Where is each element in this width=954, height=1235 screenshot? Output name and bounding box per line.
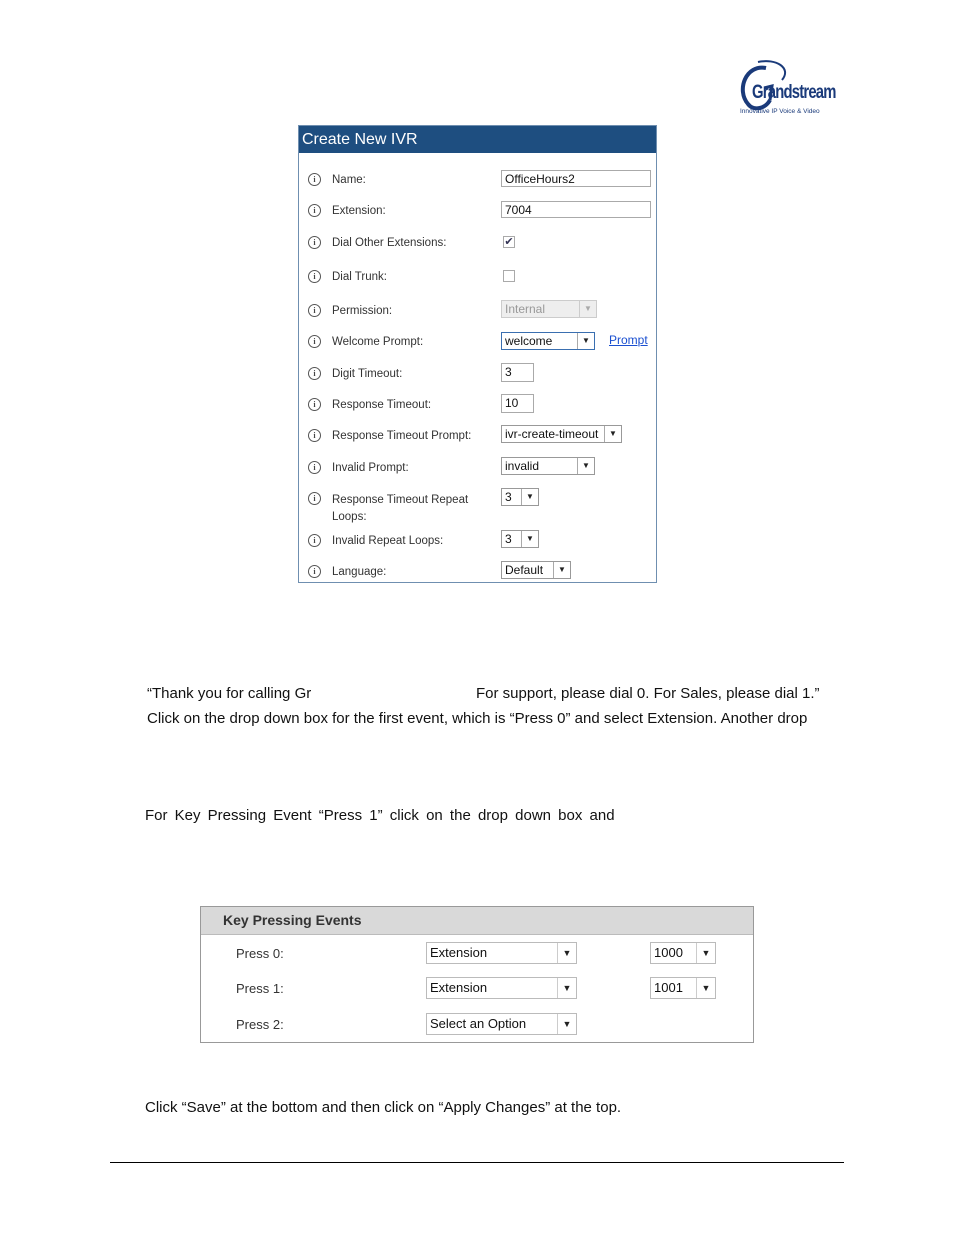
kpe-row-label: Press 0:	[236, 946, 284, 961]
info-icon[interactable]: i	[308, 270, 321, 283]
footer-divider	[110, 1162, 844, 1163]
response-repeat-select[interactable]	[501, 488, 539, 506]
kpe-title: Key Pressing Events	[201, 907, 753, 935]
extension-label: Extension:	[332, 205, 386, 217]
name-input[interactable]: OfficeHours2	[501, 170, 651, 187]
chevron-down-icon: ▼	[521, 489, 538, 505]
name-label: Name:	[332, 174, 366, 186]
response-timeout-prompt-select[interactable]	[501, 425, 622, 443]
instruction-line-3: For Key Pressing Event “Press 1” click on the drop down box and	[145, 807, 615, 824]
instruction-line-4: Click “Save” at the bottom and then click on “Apply Changes” at the top.	[145, 1099, 622, 1116]
extension-input[interactable]: 7004	[501, 201, 651, 218]
info-icon[interactable]: i	[308, 492, 321, 505]
press-0-extension-select[interactable]	[650, 942, 716, 964]
invalid-prompt-select[interactable]	[501, 457, 595, 475]
press-0-option-select[interactable]	[426, 942, 577, 964]
invalid-prompt-label: Invalid Prompt:	[332, 462, 409, 474]
info-icon[interactable]: i	[308, 236, 321, 249]
info-icon[interactable]: i	[308, 204, 321, 217]
grandstream-logo	[736, 60, 840, 120]
welcome-prompt-label: Welcome Prompt:	[332, 336, 424, 348]
key-pressing-events-panel	[200, 906, 754, 1043]
press-2-option-select[interactable]	[426, 1013, 577, 1035]
dial-other-label: Dial Other Extensions:	[332, 237, 447, 249]
chevron-down-icon: ▼	[696, 943, 715, 963]
language-select[interactable]	[501, 561, 571, 579]
info-icon[interactable]: i	[308, 304, 321, 317]
press-1-extension-value: 1001	[654, 980, 683, 995]
chevron-down-icon: ▼	[604, 426, 621, 442]
permission-label: Permission:	[332, 305, 393, 317]
response-timeout-prompt-label: Response Timeout Prompt:	[332, 430, 472, 442]
dial-trunk-label: Dial Trunk:	[332, 271, 387, 283]
chevron-down-icon: ▼	[577, 333, 594, 349]
chevron-down-icon: ▼	[521, 531, 538, 547]
info-icon[interactable]: i	[308, 429, 321, 442]
response-repeat-value: 3	[505, 490, 512, 504]
chevron-down-icon: ▼	[579, 301, 596, 317]
welcome-prompt-select[interactable]	[501, 332, 595, 350]
prompt-link[interactable]: Prompt	[609, 333, 648, 347]
instruction-line-1b: For support, please dial 0. For Sales, please dial 1.”	[476, 685, 820, 702]
kpe-row-label: Press 2:	[236, 1017, 284, 1032]
language-label: Language:	[332, 566, 387, 578]
kpe-row-label: Press 1:	[236, 981, 284, 996]
chevron-down-icon: ▼	[577, 458, 594, 474]
digit-timeout-label: Digit Timeout:	[332, 368, 403, 380]
info-icon[interactable]: i	[308, 173, 321, 186]
dial-trunk-checkbox[interactable]	[503, 270, 515, 282]
info-icon[interactable]: i	[308, 534, 321, 547]
chevron-down-icon: ▼	[557, 978, 576, 998]
response-repeat-label-line2: Loops:	[332, 511, 367, 523]
info-icon[interactable]: i	[308, 335, 321, 348]
invalid-repeat-select[interactable]	[501, 530, 539, 548]
welcome-prompt-value: welcome	[505, 334, 553, 348]
info-icon[interactable]: i	[308, 367, 321, 380]
permission-value: Internal	[505, 302, 546, 316]
instruction-line-2: Click on the drop down box for the first event, which is “Press 0” and select Extension. Another drop	[147, 710, 808, 727]
digit-timeout-input[interactable]: 3	[501, 363, 534, 382]
press-1-option-value: Extension	[430, 980, 488, 995]
info-icon[interactable]: i	[308, 398, 321, 411]
press-1-option-select[interactable]	[426, 977, 577, 999]
permission-select[interactable]	[501, 300, 597, 318]
invalid-repeat-label: Invalid Repeat Loops:	[332, 535, 444, 547]
chevron-down-icon: ▼	[553, 562, 570, 578]
press-0-option-value: Extension	[430, 945, 488, 960]
info-icon[interactable]: i	[308, 565, 321, 578]
invalid-prompt-value: invalid	[505, 459, 540, 473]
press-0-extension-value: 1000	[654, 945, 683, 960]
instruction-line-1a: “Thank you for calling Gr	[147, 685, 312, 702]
create-ivr-panel	[298, 125, 657, 583]
chevron-down-icon: ▼	[557, 1014, 576, 1034]
invalid-repeat-value: 3	[505, 532, 512, 546]
response-timeout-prompt-value: ivr-create-timeout	[505, 427, 599, 441]
logo-brand: Grandstream	[752, 82, 836, 103]
panel-title: Create New IVR	[299, 126, 656, 153]
chevron-down-icon: ▼	[696, 978, 715, 998]
chevron-down-icon: ▼	[557, 943, 576, 963]
response-timeout-label: Response Timeout:	[332, 399, 432, 411]
response-timeout-input[interactable]: 10	[501, 394, 534, 413]
press-2-option-value: Select an Option	[430, 1016, 527, 1031]
dial-other-checkbox[interactable]: ✔	[504, 236, 514, 248]
language-value: Default	[505, 563, 544, 577]
response-repeat-label	[332, 492, 468, 526]
response-repeat-label-line1: Response Timeout Repeat	[332, 494, 469, 506]
info-icon[interactable]: i	[308, 461, 321, 474]
press-1-extension-select[interactable]	[650, 977, 716, 999]
logo-tagline: Innovative IP Voice & Video	[740, 108, 820, 115]
